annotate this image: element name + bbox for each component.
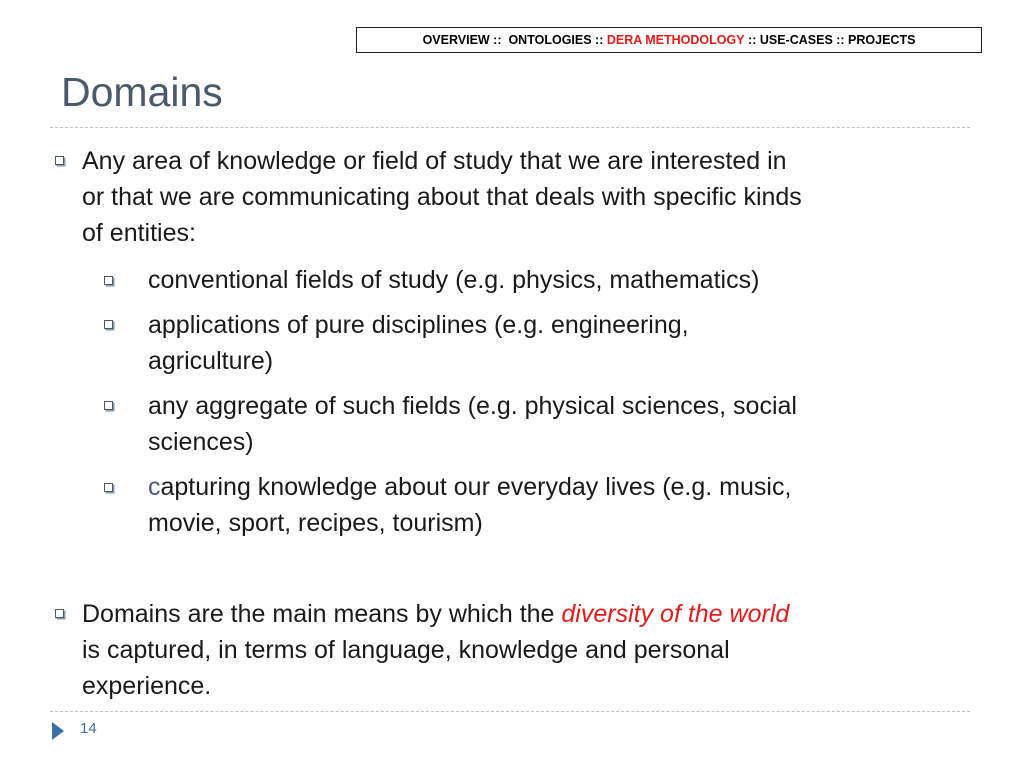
- nav-overview[interactable]: OVERVIEW ::: [422, 33, 505, 47]
- bullet-square-icon: [55, 609, 64, 618]
- play-arrow-icon: [52, 722, 64, 740]
- first-letter: c: [148, 473, 161, 501]
- text-line: agriculture): [148, 347, 274, 375]
- text-line: experience.: [82, 672, 212, 700]
- bullet-square-icon: [55, 156, 64, 165]
- nav-usecases-projects[interactable]: :: USE-CASES :: PROJECTS: [744, 33, 916, 47]
- text-line: any aggregate of such fields (e.g. physical sciences, social: [148, 392, 797, 420]
- slide-title: Domains: [61, 69, 223, 115]
- sub-bullet-square-icon: [104, 320, 113, 329]
- bullet-domain-definition: [82, 143, 802, 251]
- highlighted-phrase: diversity of the world: [561, 600, 790, 628]
- page-number: 14: [80, 720, 97, 737]
- text-line: Any area of knowledge or field of study that we are interested in: [82, 147, 787, 175]
- text-span: apturing knowledge about our everyday lives (e.g. music,: [160, 473, 792, 501]
- text-line: [82, 596, 789, 632]
- footer-divider: [50, 711, 970, 712]
- text-line: conventional fields of study (e.g. physics, mathematics): [148, 266, 760, 294]
- sub-bullet-square-icon: [104, 276, 113, 285]
- text-line: of entities:: [82, 219, 196, 247]
- sub-bullet-aggregate-fields: [148, 388, 797, 460]
- nav-ontologies[interactable]: ONTOLOGIES ::: [504, 33, 607, 47]
- nav-dera-methodology[interactable]: DERA METHODOLOGY: [606, 33, 745, 47]
- text-line: sciences): [148, 428, 254, 456]
- text-line: is captured, in terms of language, knowledge and personal: [82, 636, 730, 664]
- text-line: applications of pure disciplines (e.g. engineering,: [148, 311, 689, 339]
- text-line: [148, 469, 791, 505]
- text-line: or that we are communicating about that deals with specific kinds: [82, 183, 802, 211]
- sub-bullet-everyday-lives: [148, 469, 791, 541]
- sub-bullet-square-icon: [104, 483, 113, 492]
- text-line: movie, sport, recipes, tourism): [148, 509, 483, 537]
- sub-bullet-conventional-fields: [148, 262, 759, 298]
- section-nav: [356, 27, 982, 53]
- sub-bullet-square-icon: [104, 401, 113, 410]
- text-span: Domains are the main means by which the: [82, 600, 562, 628]
- title-divider: [50, 127, 970, 128]
- sub-bullet-applications: [148, 307, 689, 379]
- bullet-domain-diversity: [82, 596, 789, 704]
